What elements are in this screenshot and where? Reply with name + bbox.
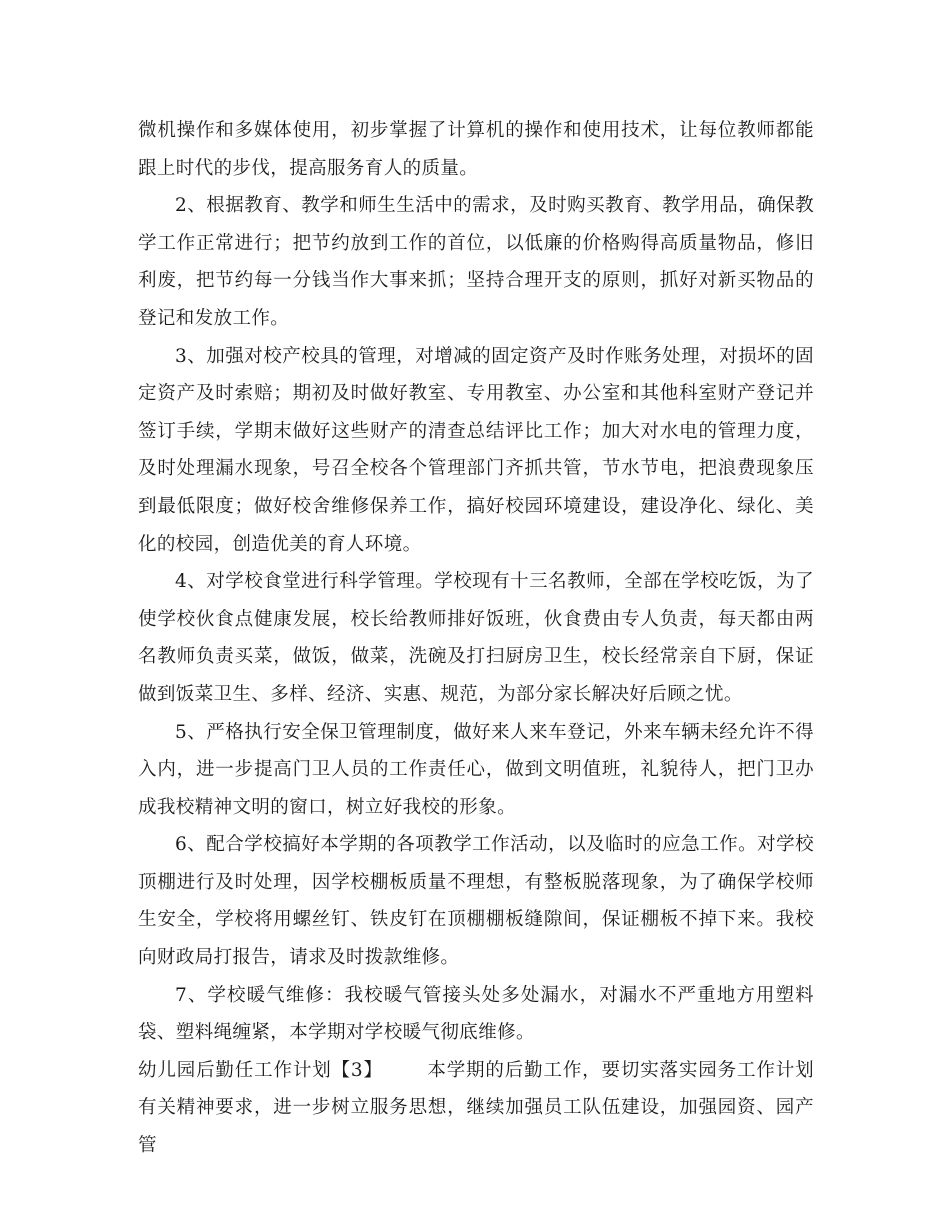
section-heading: 幼儿园后勤任工作计划【3】 [138, 1059, 383, 1081]
paragraph-4: 4、对学校食堂进行科学管理。学校现有十三名教师，全部在学校吃饭，为了使学校伙食点健康发展，校长给教师排好饭班，伙食费由专人负责，每天都由两名教师负责买菜，做饭，做菜，洗碗及打扫厨房卫生，校长经常亲自下厨，保证做到饭菜卫生、多样、经济、实惠、规范，为部分家长解决好后顾之忧。 [138, 571, 814, 705]
paragraph-3: 3、加强对校产校具的管理，对增减的固定资产及时作账务处理，对损坏的固定资产及时索赔；期初及时做好教室、专用教室、办公室和其他科室财产登记并签订手续，学期末做好这些财产的清查总结评比工作；加大对水电的管理力度，及时处理漏水现象，号召全校各个管理部门齐抓共管，节水节电，把浪费现象压到最低限度；做好校舍维修保养工作，搞好校园环境建设，建设净化、绿化、美化的校园，创造优美的育人环境。 [138, 345, 814, 555]
paragraph-7: 7、学校暖气维修：我校暖气管接头处多处漏水，对漏水不严重地方用塑料袋、塑料绳缠紧，本学期对学校暖气彻底维修。 [138, 984, 814, 1044]
document-body [138, 112, 814, 1165]
section-paragraph [138, 1052, 814, 1165]
paragraph-5: 5、严格执行安全保卫管理制度，做好来人来车登记，外来车辆未经允许不得入内，进一步提高门卫人员的工作责任心，做到文明值班，礼貌待人，把门卫办成我校精神文明的窗口，树立好我校的形象。 [138, 721, 814, 818]
paragraph-2: 2、根据教育、教学和师生生活中的需求，及时购买教育、教学用品，确保教学工作正常进行；把节约放到工作的首位，以低廉的价格购得高质量物品，修旧利废，把节约每一分钱当作大事来抓；坚持合理开支的原则，抓好对新买物品的登记和发放工作。 [138, 195, 814, 329]
paragraph-1: 微机操作和多媒体使用，初步掌握了计算机的操作和使用技术，让每位教师都能跟上时代的步伐，提高服务育人的质量。 [138, 120, 814, 179]
paragraph-6: 6、配合学校搞好本学期的各项教学工作活动，以及临时的应急工作。对学校顶棚进行及时处理，因学校棚板质量不理想，有整板脱落现象，为了确保学校师生安全，学校将用螺丝钉、铁皮钉在顶棚棚板缝隙间，保证棚板不掉下来。我校向财政局打报告，请求及时拨款维修。 [138, 834, 814, 969]
section-text: 本学期的后勤工作，要切实落实园务工作计划有关精神要求，进一步树立服务思想，继续加强员工队伍建设，加强园资、园产管 [138, 1059, 814, 1157]
